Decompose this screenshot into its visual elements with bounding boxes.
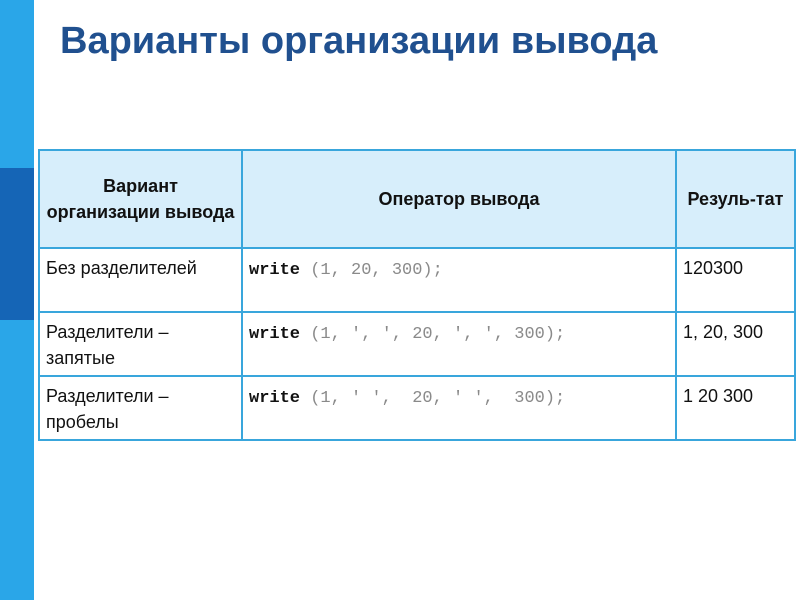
- table-row: [39, 312, 795, 376]
- code-keyword: write: [249, 325, 301, 344]
- header-operator: Оператор вывода: [242, 150, 676, 248]
- variant-cell: Разделители – запятые: [39, 312, 242, 376]
- code-args: (1, 20, 300);: [300, 261, 443, 280]
- variant-cell: Разделители – пробелы: [39, 376, 242, 440]
- header-variant: Вариант организации вывода: [39, 150, 242, 248]
- result-cell: 120300: [676, 248, 795, 312]
- result-cell: 1 20 300: [676, 376, 795, 440]
- result-cell: 1, 20, 300: [676, 312, 795, 376]
- left-accent-bar-highlight: [0, 168, 34, 320]
- code-keyword: write: [249, 261, 301, 280]
- slide-title: Варианты организации вывода: [60, 20, 658, 62]
- code-keyword: write: [249, 389, 301, 408]
- operator-cell: [242, 248, 676, 312]
- operator-cell: [242, 312, 676, 376]
- code-args: (1, ', ', 20, ', ', 300);: [300, 325, 566, 344]
- operator-cell: [242, 376, 676, 440]
- table-row: [39, 248, 795, 312]
- code-args: (1, ' ', 20, ' ', 300);: [300, 389, 566, 408]
- variant-cell: Без разделителей: [39, 248, 242, 312]
- table-row: [39, 376, 795, 440]
- header-result: Резуль-тат: [676, 150, 795, 248]
- output-variants-table: [38, 149, 796, 441]
- table-header-row: [39, 150, 795, 248]
